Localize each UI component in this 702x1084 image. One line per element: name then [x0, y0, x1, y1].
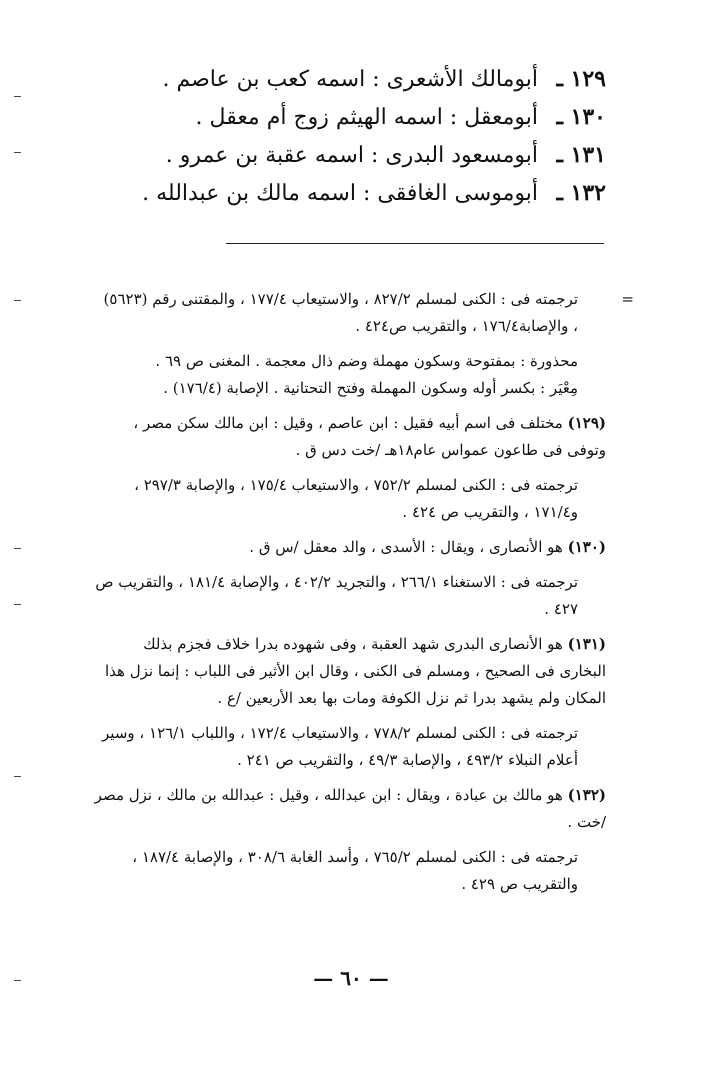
margin-mark	[14, 604, 21, 605]
entry-number: ١٣١ ـ	[556, 142, 606, 168]
entry-text: أبومالك الأشعرى : اسمه كعب بن عاصم .	[162, 67, 538, 92]
footnote-continued-gloss	[94, 348, 606, 375]
footnote-text: هو مالك بن عبادة ، ويقال : ابن عبدالله ، وقيل : عبدالله بن مالك ، نزل مصر /خت .	[94, 786, 606, 831]
footnote-continued-gloss	[94, 375, 606, 402]
footnote-text: ترجمته فى : الكنى لمسلم ٨٢٧/٢ ، والاستيعاب ١٧٧/٤ ، والمقتنى رقم (٥٦٢٣) ، والإصابة١٧٦/٤ ، والتقريب ص٤٢٤ .	[103, 290, 578, 335]
footnote-131-refs	[94, 720, 606, 774]
footnote-number: (١٣٠)	[567, 538, 606, 556]
continuation-marker: =	[621, 290, 634, 308]
margin-mark	[14, 776, 21, 777]
footnote-130	[94, 534, 606, 561]
page-number: — ٦٠ —	[313, 966, 389, 990]
footnote-132	[94, 782, 606, 836]
footnote-continued-refs	[94, 286, 634, 340]
footnote-130-refs	[94, 569, 606, 623]
footnote-132-refs	[94, 844, 606, 898]
footnote-129-refs	[94, 472, 606, 526]
name-entry-131	[106, 142, 606, 180]
footnote-text: هو الأنصارى ، ويقال : الأسدى ، والد معقل /س ق .	[249, 538, 563, 556]
footnote-text: ترجمته فى : الكنى لمسلم ٧٥٢/٢ ، والاستيعاب ١٧٥/٤ ، والإصابة ٢٩٧/٣ ، و١٧١/٤ ، والتقريب ص ٤٢٤ .	[134, 476, 578, 521]
margin-mark	[14, 300, 21, 301]
footnote-text: هو الأنصارى البدرى شهد العقبة ، وفى شهوده بدرا خلاف فجزم بذلك البخارى فى الصحيح ، ومسلم فى الكنى ، وقال ابن الأثير فى اللباب : إنما نزل هذا المكان ولم يشهد بدرا ثم نزل الكوفة ومات بها بعد الأربعين /ع .	[105, 635, 606, 707]
margin-mark	[14, 980, 21, 981]
margin-mark	[14, 96, 21, 97]
footnote-number: (١٣٢)	[567, 786, 606, 804]
footnote-text: ترجمته فى : الاستغناء ٢٦٦/١ ، والتجريد ٤٠٢/٢ ، والإصابة ١٨١/٤ ، والتقريب ص ٤٢٧ .	[95, 573, 578, 618]
entry-number: ١٣٠ ـ	[556, 104, 606, 130]
footnote-number: (١٢٩)	[567, 414, 606, 432]
footnote-number: (١٣١)	[567, 635, 606, 653]
footnote-text: ترجمته فى : الكنى لمسلم ٧٦٥/٢ ، وأسد الغابة ٣٠٨/٦ ، والإصابة ١٨٧/٤ ، والتقريب ص ٤٢٩ .	[132, 848, 578, 893]
name-entry-129	[106, 66, 606, 104]
margin-mark	[14, 548, 21, 549]
footnote-separator	[226, 243, 604, 244]
footnote-text: مختلف فى اسم أبيه فقيل : ابن عاصم ، وقيل : ابن مالك سكن مصر ، وتوفى فى طاعون عمواس عام١٨هـ /خت دس ق .	[133, 414, 606, 459]
entry-number: ١٣٢ ـ	[556, 180, 606, 206]
footnote-129	[94, 410, 606, 464]
entry-text: أبومسعود البدرى : اسمه عقبة بن عمرو .	[165, 143, 538, 168]
name-entry-130	[106, 104, 606, 142]
entry-number: ١٢٩ ـ	[556, 66, 606, 92]
footnote-text: محذورة : بمفتوحة وسكون مهملة وضم ذال معجمة . المغنى ص ٦٩ .	[155, 352, 578, 370]
footnote-text: ترجمته فى : الكنى لمسلم ٧٧٨/٢ ، والاستيعاب ١٧٢/٤ ، واللباب ١٢٦/١ ، وسير أعلام النبلاء ٤٩٣/٢ ، والإصابة ٤٩/٣ ، والتقريب ص ٢٤١ .	[102, 724, 578, 769]
footnote-text: مِعْيَر : بكسر أوله وسكون المهملة وفتح التحتانية . الإصابة (١٧٦/٤) .	[163, 379, 578, 397]
name-list	[106, 66, 606, 218]
entry-text: أبومعقل : اسمه الهيثم زوج أم معقل .	[195, 105, 538, 130]
entry-text: أبوموسى الغافقى : اسمه مالك بن عبدالله .	[142, 181, 538, 206]
margin-mark	[14, 152, 21, 153]
footnote-131	[94, 631, 606, 712]
footnotes	[94, 286, 634, 898]
name-entry-132	[106, 180, 606, 218]
